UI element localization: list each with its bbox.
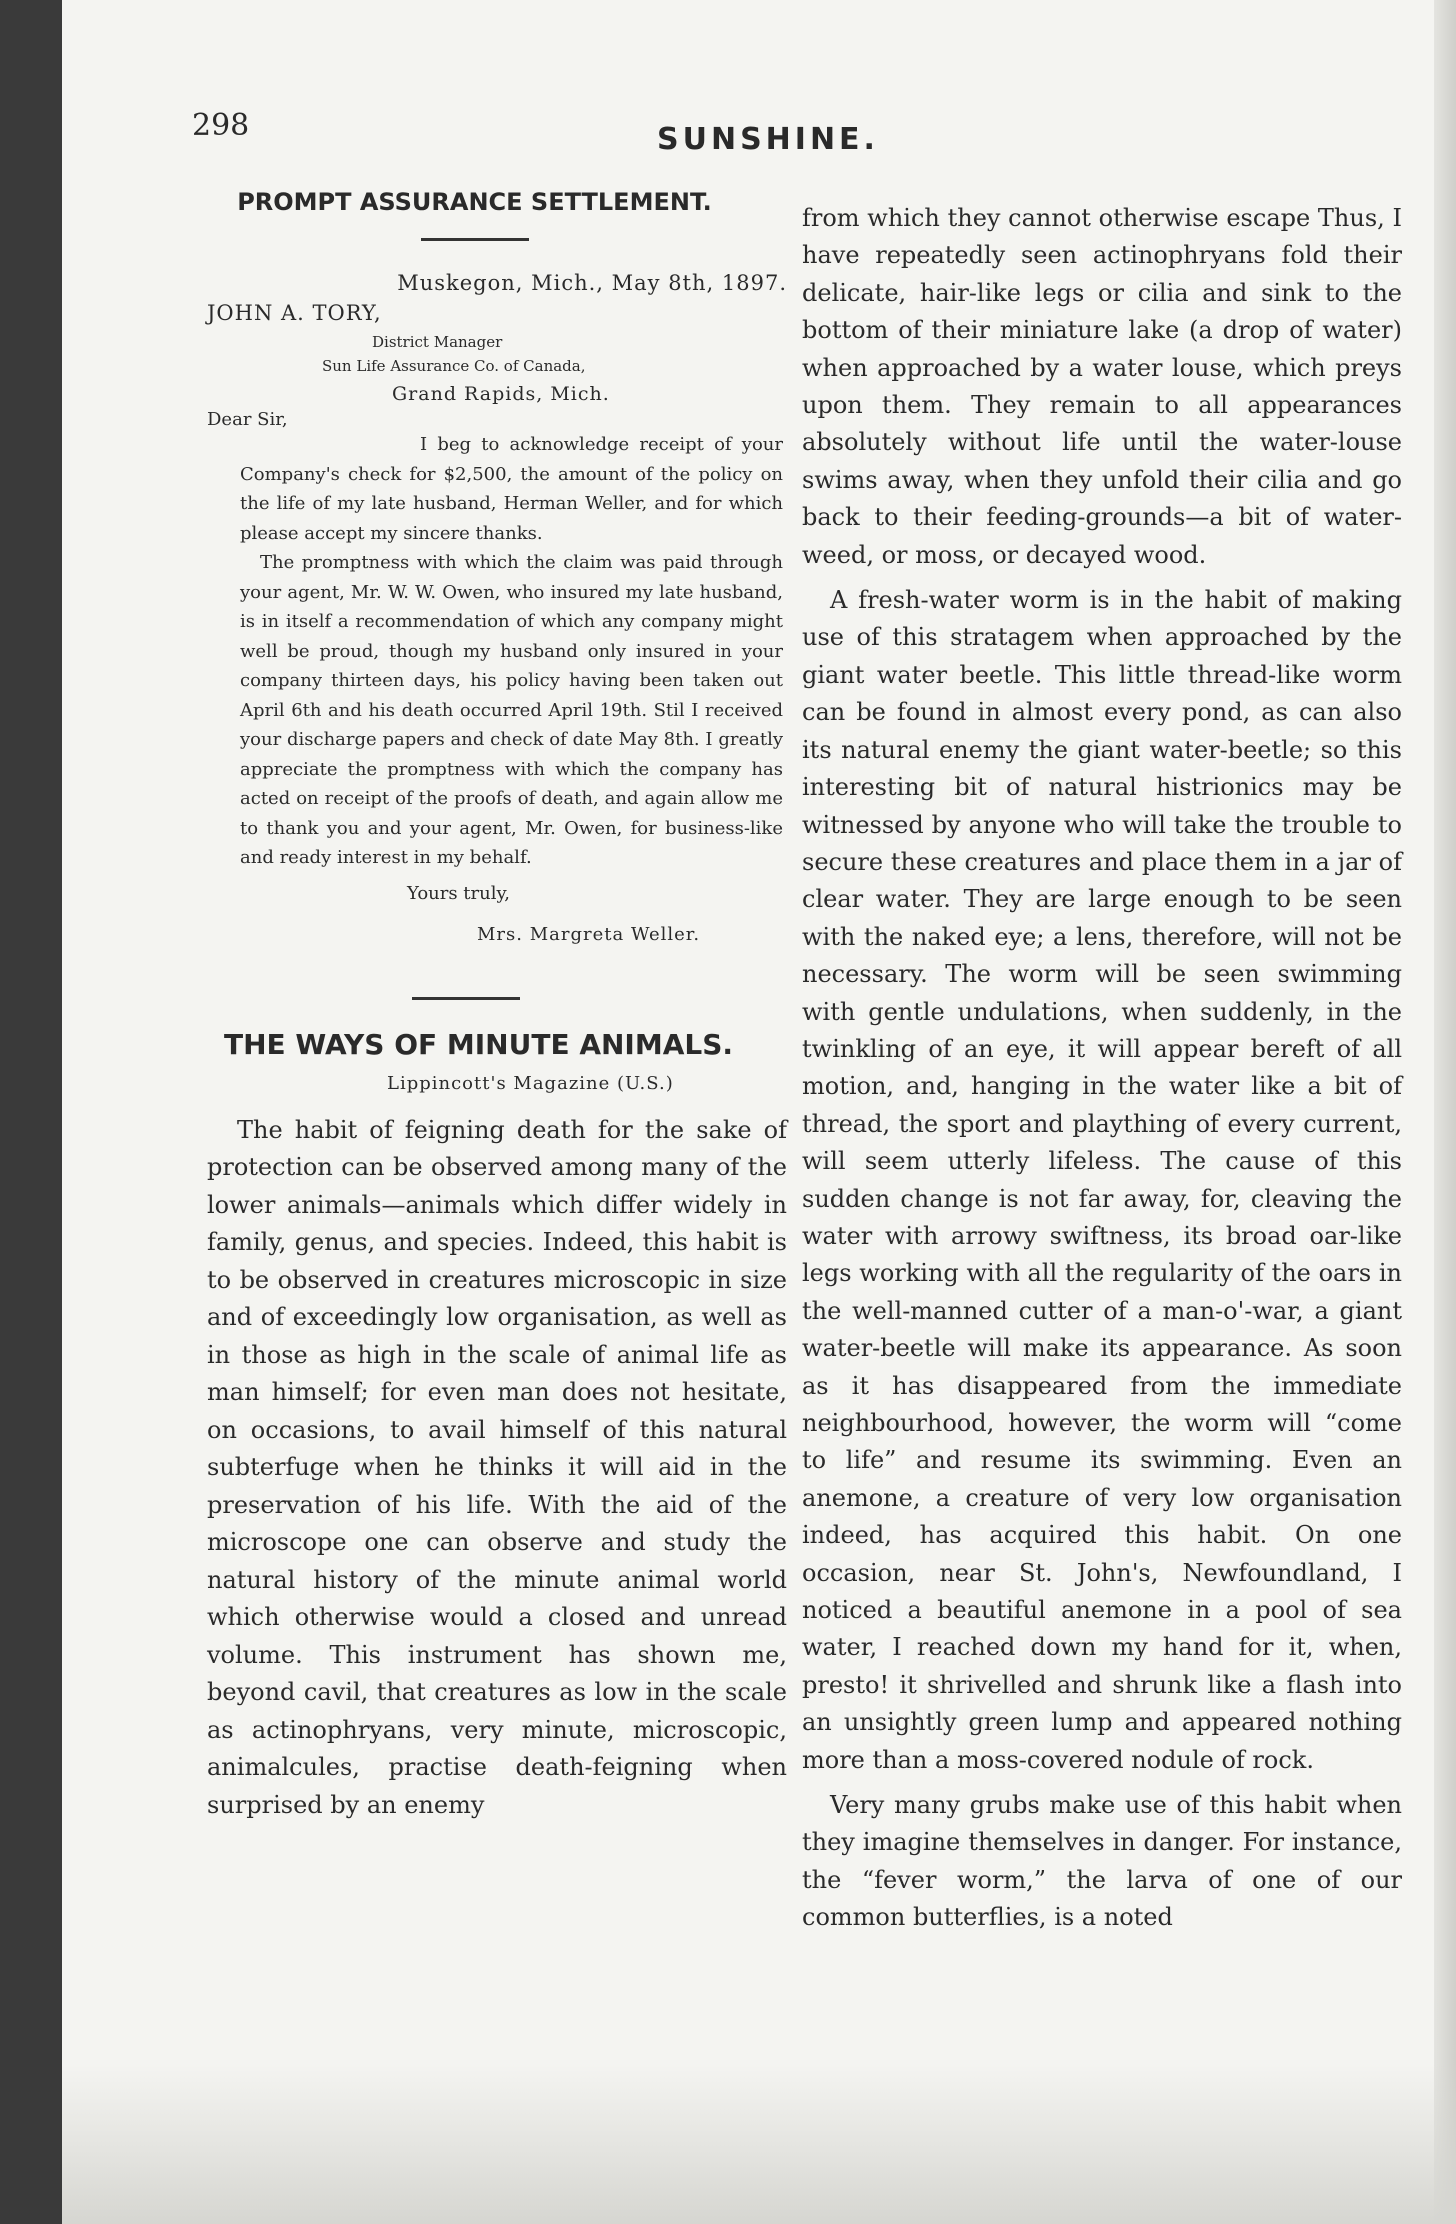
article-body-left bbox=[162, 1112, 787, 1825]
right-column bbox=[802, 200, 1402, 1945]
letter-recipient-title: District Manager bbox=[372, 333, 503, 351]
article-title: THE WAYS OF MINUTE ANIMALS. bbox=[224, 1027, 734, 1061]
page-bottom-shade bbox=[62, 2064, 1456, 2224]
page-edge-shadow bbox=[1434, 0, 1456, 2224]
letter-salutation: Dear Sir, bbox=[207, 409, 288, 430]
left-column bbox=[162, 188, 787, 1824]
article-paragraph: A fresh-water worm is in the habit of making use of this stratagem when approached by the giant water beetle. This little thread-like worm can be found in almost every pond, as can also its natural enemy the giant water-beetle; so this interesting bit of natural histrionics may be witnessed by anyone who will take the trouble to secure these creatures and place them in a jar of clear water. They are large enough to be seen with the naked eye; a lens, therefore, will not be necessary. The worm will be seen swimming with gentle undulations, when suddenly, in the twinkling of an eye, it will appear bereft of all motion, and, hanging in the water like a bit of thread, the sport and plaything of every current, will seem utterly lifeless. The cause of this sudden change is not far away, for, cleaving the water with arrowy swiftness, its broad oar-like legs working with all the regularity of the oars in the well-manned cutter of a man-o'-war, a giant water-beetle will make its appearance. As soon as it has disappeared from the immediate neighbourhood, however, the worm will “come to life” and resume its swimming. Even an anemone, a creature of very low organisation indeed, has acquired this habit. On one occasion, near St. John's, Newfoundland, I noticed a beautiful anemone in a pool of sea water, I reached down my hand for it, when, presto! it shrivelled and shrunk like a flash into an unsightly green lump and appeared nothing more than a moss-covered nodule of rock. bbox=[802, 586, 1402, 1774]
article-body-right bbox=[802, 200, 1402, 1937]
article-source: Lippincott's Magazine (U.S.) bbox=[387, 1072, 674, 1094]
letter-body bbox=[162, 430, 787, 873]
page-number: 298 bbox=[192, 108, 250, 143]
letter-place-date: Muskegon, Mich., May 8th, 1897. bbox=[397, 271, 787, 295]
title-rule bbox=[421, 238, 529, 241]
letter-paragraph: The promptness with which the claim was paid through your agent, Mr. W. W. Owen, who insured my late husband, is in itself a recommendation of which any company might well be proud, though my husband only insured in your company thirteen days, his policy having been taken out April 6th and his death occurred April 19th. Stil I received your discharge papers and check of date May 8th. I greatly appreciate the promptness with which the company has acted on receipt of the proofs of death, and again allow me to thank you and your agent, Mr. Owen, for business-like and ready interest in my behalf. bbox=[240, 552, 783, 868]
letter-recipient-name: JOHN A. TORY, bbox=[207, 301, 382, 325]
letter-recipient-company: Sun Life Assurance Co. of Canada, bbox=[322, 357, 586, 375]
letter-signature: Mrs. Margreta Weller. bbox=[477, 923, 701, 945]
article-paragraph: The habit of feigning death for the sake of protection can be observed among many of the lower animals—animals which differ widely in family, genus, and species. Indeed, this habit is to be observed in creatures microscopic in size and of exceedingly low organisation, as well as in those as high in the scale of animal life as man himself; for even man does not hesitate, on occasions, to avail himself of this natural subterfuge when he thinks it will aid in the preservation of his life. With the aid of the microscope one can observe and study the natural history of the minute animal world which otherwise would a closed and unread volume. This instrument has shown me, beyond cavil, that creatures as low in the scale as actinophryans, very minute, microscopic, animalcules, practise death-feigning when surprised by an enemy bbox=[207, 1115, 787, 1819]
letter-title: PROMPT ASSURANCE SETTLEMENT. bbox=[237, 188, 712, 216]
letter-recipient-city: Grand Rapids, Mich. bbox=[392, 383, 610, 405]
page bbox=[62, 0, 1456, 2224]
article-paragraph: Very many grubs make use of this habit when they imagine themselves in danger. For instance, the “fever worm,” the larva of one of our common butterflies, is a noted bbox=[802, 1791, 1402, 1932]
letter-closing: Yours truly, bbox=[407, 882, 510, 904]
letter-paragraph: I beg to acknowledge receipt of your Company's check for $2,500, the amount of the policy on the life of my late husband, Herman Weller, and for which please accept my sincere thanks. bbox=[240, 434, 783, 544]
article-paragraph: from which they cannot otherwise escape Thus, I have repeatedly seen actinophryans fold their delicate, hair-like legs or cilia and sink to the bottom of their miniature lake (a drop of water) when approached by a water louse, which preys upon them. They remain to all appearances absolutely without life until the water-louse swims away, when they unfold their cilia and go back to their feeding-grounds—a bit of water-weed, or moss, or decayed wood. bbox=[802, 204, 1402, 569]
running-title: SUNSHINE. bbox=[657, 122, 879, 157]
section-rule bbox=[412, 997, 520, 1000]
